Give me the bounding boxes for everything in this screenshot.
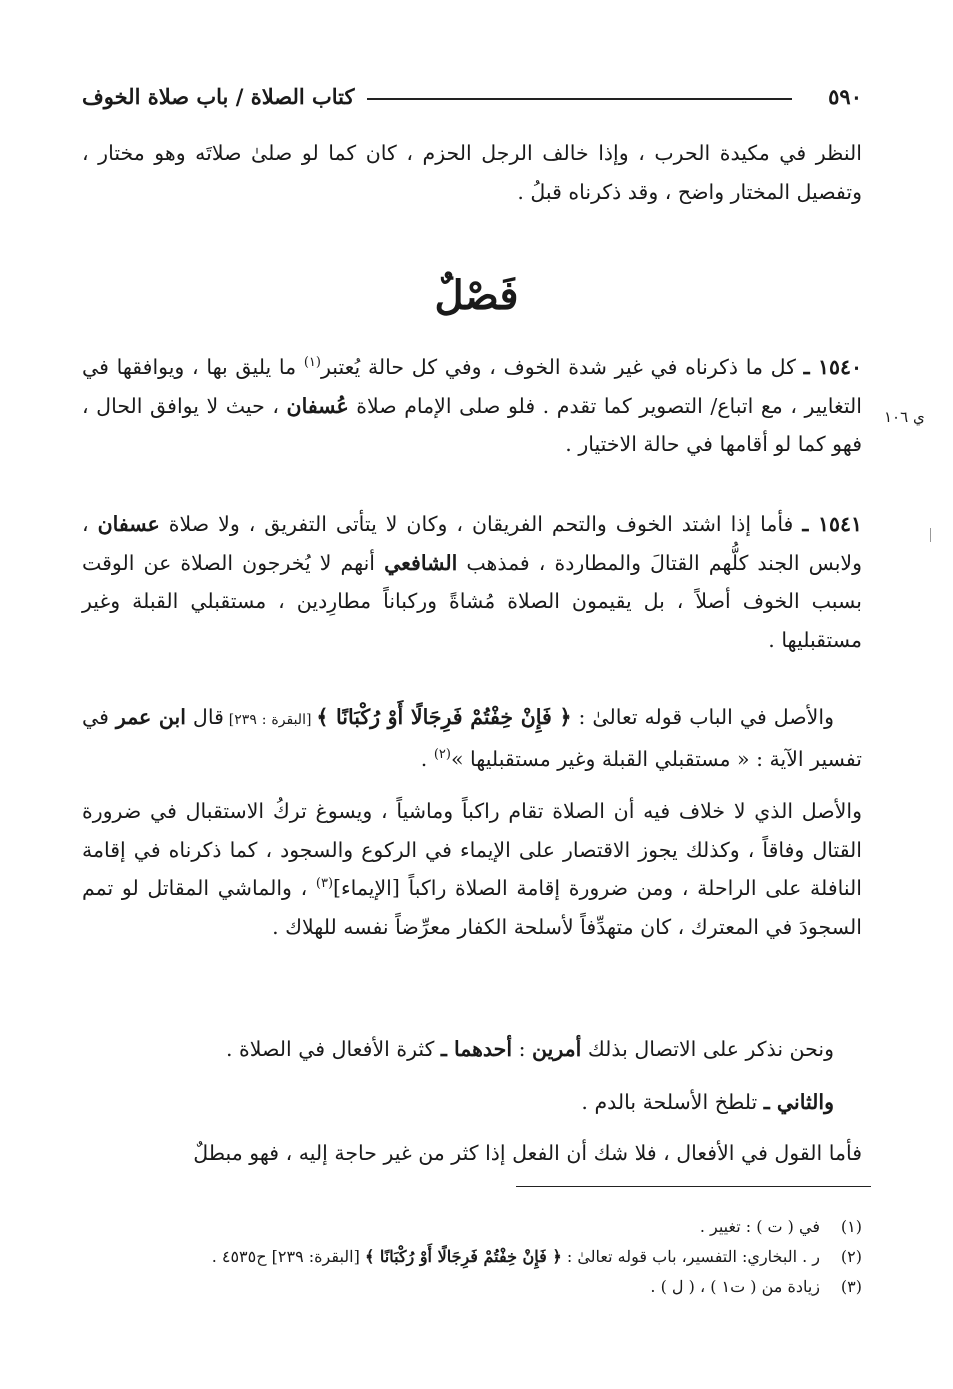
- paragraph-text: كل ما ذكرناه في غير شدة الخوف ، وفي كل حالة يُعتبر: [320, 355, 804, 379]
- footnote-number: (٢): [840, 1247, 862, 1266]
- footnote-number: (٣): [840, 1277, 862, 1296]
- paragraph-asl-2: [82, 792, 862, 946]
- margin-tick: [930, 528, 931, 542]
- paragraph-1541: [82, 505, 862, 659]
- footnote-marker: (١): [303, 355, 321, 371]
- footnote-rule: [516, 1186, 871, 1187]
- bold-term: أحدهما ـ: [440, 1037, 513, 1061]
- bold-name: ابن عمر: [115, 705, 186, 729]
- header-rule: [367, 98, 792, 100]
- paragraph-text: كثرة الأفعال في الصلاة .: [225, 1037, 441, 1061]
- footnote-text: في ( ت ) : تغيير .: [699, 1217, 820, 1236]
- section-heading: [0, 272, 953, 319]
- bold-name: عُسفان: [286, 393, 349, 418]
- footnote-text: ر . البخاري: التفسير، باب قوله تعالىٰ :: [561, 1247, 820, 1266]
- paragraph-text: ما يليق بها ، ويوافقها في التغايير ، مع اتباع/ التصوير كما تقدم . فلو صلى الإمام صلاة: [82, 355, 863, 418]
- paragraph-text: والأصل في الباب قوله تعالىٰ :: [571, 705, 834, 729]
- verse-reference: [البقرة : ٢٣٩]: [223, 712, 317, 728]
- paragraph-thani: [82, 1083, 862, 1122]
- bold-name: عسفان: [97, 512, 160, 536]
- paragraph-number: ١٥٤٠ ـ: [803, 355, 862, 379]
- paragraph-text: أنهم لا يُخرجون الصلاة عن الوقت بسبب الخوف أصلاً ، بل يقيمون الصلاة مُشاةً وركباناً مطارِدين ، مستقبلي القبلة وغير مستقبليها .: [82, 550, 862, 652]
- page-header: [82, 84, 862, 118]
- page-number: ٥٩٠: [828, 84, 862, 109]
- footnote-number: (١): [840, 1217, 862, 1236]
- bold-name: الشافعي: [384, 550, 458, 575]
- paragraph-text: ، ولابس الجند كلُّهم القتالَ والمطاردة ، فمذهب: [82, 512, 863, 575]
- paragraph-text: ، حيث لا يوافق الحال ، فهو كما لو أقامها في حالة الاختيار .: [82, 393, 862, 457]
- paragraph-1540: [82, 348, 862, 464]
- paragraph-text: ، والماشي المقاتل لو تمم السجودَ في المعترك ، كان متهدِّفاً لأسلحة الكفار معرِّضاً نفسه للهلاك .: [82, 876, 862, 939]
- paragraph-text: قال: [185, 705, 224, 729]
- footnote-marker: (٣): [315, 876, 334, 892]
- paragraph-text: في تفسير الآية : « مستقبلي القبلة وغير مستقبليها »: [82, 705, 862, 771]
- paragraph-asl: [82, 698, 862, 778]
- paragraph-text: :: [512, 1037, 533, 1061]
- paragraph-text: والأصل الذي لا خلاف فيه أن الصلاة تقام راكباً وماشياً ، ويسوغ تركُ الاستقبال في ضرورة القتال وفاقاً ، وكذلك يجوز الاقتصار على الإيماء في الركوع والسجود ، كما ذكرناه في إقامة النافلة على الراحلة ، ومن ضرورة إقامة الصلاة راكباً [الإيماء]: [82, 799, 863, 901]
- running-title: كتاب الصلاة / باب صلاة الخوف: [82, 84, 355, 109]
- margin-note: ي ١٠٦: [884, 408, 925, 426]
- paragraph-amrain: [82, 1030, 862, 1069]
- paragraph-afaal: فأما القول في الأفعال ، فلا شك أن الفعل إذا كثر من غير حاجة إليه ، فهو مبطلٌ: [193, 1141, 862, 1165]
- footnote: [82, 1242, 862, 1272]
- footnote: [82, 1212, 862, 1242]
- footnote-text: زيادة من ( ت١ ) ، ( ل ) .: [650, 1277, 820, 1296]
- section-heading-text: فَصْلٌ: [434, 272, 519, 319]
- paragraph-text: تلطخ الأسلحة بالدم .: [581, 1090, 764, 1114]
- bold-term: أمرين: [532, 1037, 582, 1061]
- footnote: [82, 1272, 862, 1302]
- bold-term: والثاني ـ: [763, 1090, 834, 1114]
- opening-paragraph: النظر في مكيدة الحرب ، وإذا خالف الرجل الحزم ، كان كما لو صلىٰ صلاتَه وهو مختار ، وتفصيل المختار واضح ، وقد ذكرناه قبلُ .: [82, 141, 862, 204]
- paragraph-number: ١٥٤١ ـ: [802, 512, 862, 536]
- quran-verse: ﴿ فَإِنْ خِفْتُمْ فَرِجَالًا أَوْ رُكْبَانًا ﴾: [364, 1247, 562, 1266]
- footnote-text: [البقرة: ٢٣٩] ح٤٥٣٥ .: [211, 1247, 365, 1266]
- paragraph-text: .: [420, 746, 434, 771]
- quran-verse: ﴿ فَإِنْ خِفْتُمْ فَرِجَالًا أَوْ رُكْبَانًا ﴾: [316, 705, 572, 729]
- paragraph-text: فأما إذا اشتد الخوف والتحم الفريقان ، وكان لا يتأتى التفريق ، ولا صلاة: [159, 512, 803, 536]
- footnotes: [82, 1212, 862, 1302]
- footnote-marker: (٢): [433, 746, 451, 762]
- paragraph-text: ونحن نذكر على الاتصال بذلك: [581, 1037, 834, 1061]
